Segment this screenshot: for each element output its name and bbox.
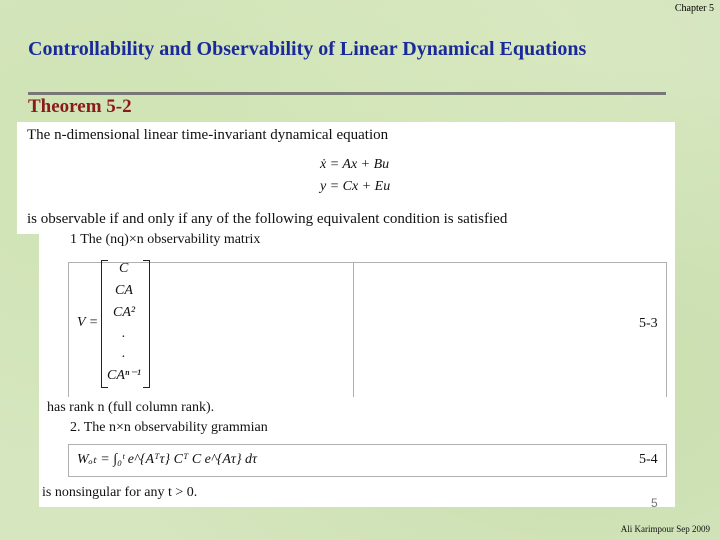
matrix-entry: CA [115, 283, 133, 298]
frame-left [68, 262, 69, 397]
frame-mid [353, 262, 354, 397]
statement-intro: The n-dimensional linear time-invariant dynamical equation [27, 127, 389, 143]
theorem-heading: Theorem 5-2 [28, 96, 132, 117]
matrix-right-bracket [143, 260, 150, 388]
matrix-entry: . [122, 346, 126, 361]
grammian-equation: Wₒₜ = ∫₀ᵗ e^{Aᵀτ} Cᵀ C e^{Aτ} dτ [77, 452, 258, 467]
footer-credit: Ali Karimpour Sep 2009 [620, 524, 710, 534]
frame-right [666, 262, 667, 397]
matrix-entry: CA² [113, 305, 136, 320]
slide-title: Controllability and Observability of Linear Dynamical Equations [28, 38, 587, 60]
state-equation: ẋ = Ax + Bu [320, 157, 390, 172]
page-number: 5 [651, 496, 658, 510]
chapter-label: Chapter 5 [674, 3, 714, 14]
frame2-top [68, 444, 667, 445]
frame2-right [666, 444, 667, 477]
nonsingular-statement: is nonsingular for any t > 0. [42, 485, 198, 500]
matrix-entry: . [122, 326, 126, 341]
condition2-label: 2. The n×n observability grammian [70, 420, 268, 435]
matrix-entry: CAⁿ⁻¹ [107, 368, 141, 383]
conditions-panel [39, 234, 675, 507]
condition-statement: is observable if and only if any of the following equivalent condition is satisfied [27, 211, 508, 227]
statement-panel [17, 122, 675, 234]
frame2-bottom [68, 476, 667, 477]
frame2-left [68, 444, 69, 477]
observability-matrix-lhs: V = [77, 315, 99, 330]
title-divider [28, 92, 666, 95]
output-equation: y = Cx + Eu [320, 179, 391, 194]
condition1-label: 1 The (nq)×n observability matrix [70, 232, 261, 247]
equation-number-5-3: 5-3 [639, 316, 658, 331]
frame-top [68, 262, 667, 263]
rank-statement: has rank n (full column rank). [47, 400, 215, 415]
equation-number-5-4: 5-4 [639, 452, 658, 467]
matrix-entry: C [119, 261, 129, 276]
